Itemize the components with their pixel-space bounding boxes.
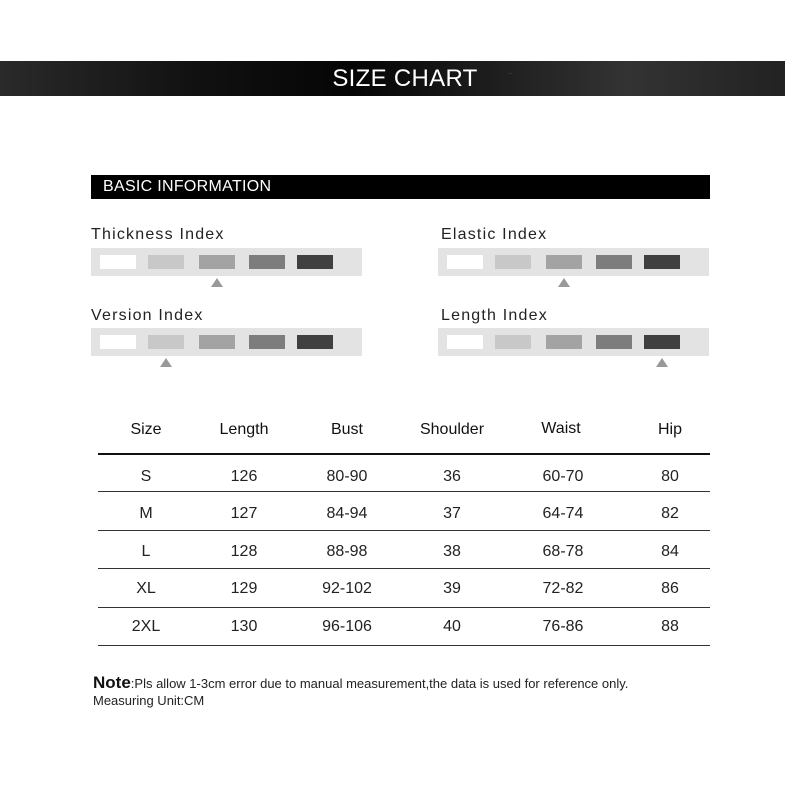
index-swatch-level-3 <box>546 255 582 269</box>
index-swatch-level-5 <box>644 335 680 349</box>
table-cell-hip: 82 <box>661 505 679 522</box>
table-cell-size: 2XL <box>131 618 161 635</box>
index-swatch-level-5 <box>297 255 333 269</box>
table-header-divider <box>98 453 710 455</box>
index-selection-marker <box>558 278 570 287</box>
index-selection-marker <box>211 278 223 287</box>
note <box>93 673 628 693</box>
index-selection-marker <box>656 358 668 367</box>
table-cell-length: 130 <box>230 618 258 635</box>
table-cell-length: 129 <box>230 580 258 597</box>
length-index-scale <box>438 328 709 356</box>
table-cell-shoulder: 40 <box>443 618 461 635</box>
index-swatch-level-3 <box>199 255 235 269</box>
thickness-index-scale <box>91 248 362 276</box>
index-swatch-level-4 <box>596 335 632 349</box>
table-cell-bust: 96-106 <box>322 618 372 635</box>
table-row-divider <box>98 491 710 492</box>
table-row-divider <box>98 645 710 646</box>
table-cell-shoulder: 37 <box>443 505 461 522</box>
index-swatch-level-4 <box>249 255 285 269</box>
header-bust: Bust <box>330 421 363 438</box>
table-cell-size: S <box>140 468 152 485</box>
index-swatch-level-4 <box>596 255 632 269</box>
header-length: Length <box>219 421 269 438</box>
table-cell-waist: 72-82 <box>542 580 584 597</box>
table-cell-hip: 84 <box>661 543 679 560</box>
table-cell-bust: 88-98 <box>326 543 368 560</box>
thickness-index-label: Thickness Index <box>91 226 225 243</box>
size-chart-banner <box>0 61 785 96</box>
basic-information-header <box>91 175 710 199</box>
banner-title: SIZE CHART <box>332 65 478 92</box>
table-cell-length: 128 <box>230 543 258 560</box>
note-text: :Pls allow 1-3cm error due to manual measurement,the data is used for reference only. <box>130 676 629 691</box>
table-row-divider <box>98 607 710 608</box>
table-cell-waist: 64-74 <box>542 505 584 522</box>
table-cell-waist: 76-86 <box>542 618 584 635</box>
note-label: Note <box>93 673 131 692</box>
table-row-divider <box>98 568 710 569</box>
table-cell-shoulder: 36 <box>443 468 461 485</box>
table-row-divider <box>98 530 710 531</box>
table-cell-bust: 80-90 <box>326 468 368 485</box>
index-swatch-level-2 <box>148 255 184 269</box>
index-swatch-level-2 <box>148 335 184 349</box>
header-size: Size <box>130 421 162 438</box>
index-swatch-level-2 <box>495 335 531 349</box>
header-waist: Waist <box>541 420 581 437</box>
table-cell-size: M <box>139 505 153 522</box>
index-swatch-level-5 <box>644 255 680 269</box>
elastic-index-label: Elastic Index <box>441 226 548 243</box>
index-swatch-level-1 <box>447 255 483 269</box>
table-cell-shoulder: 39 <box>443 580 461 597</box>
index-swatch-level-5 <box>297 335 333 349</box>
index-swatch-level-1 <box>447 335 483 349</box>
measuring-unit: Measuring Unit:CM <box>93 693 205 708</box>
version-index-label: Version Index <box>91 307 204 324</box>
length-index-label: Length Index <box>441 307 548 324</box>
index-selection-marker <box>160 358 172 367</box>
table-cell-size: L <box>141 543 151 560</box>
table-cell-waist: 68-78 <box>542 543 584 560</box>
index-swatch-level-3 <box>546 335 582 349</box>
elastic-index-scale <box>438 248 709 276</box>
header-shoulder: Shoulder <box>419 421 485 438</box>
index-swatch-level-2 <box>495 255 531 269</box>
index-swatch-level-3 <box>199 335 235 349</box>
table-cell-hip: 88 <box>661 618 679 635</box>
index-swatch-level-4 <box>249 335 285 349</box>
table-cell-size: XL <box>136 580 156 597</box>
table-cell-shoulder: 38 <box>443 543 461 560</box>
table-cell-hip: 86 <box>661 580 679 597</box>
table-cell-length: 126 <box>230 468 258 485</box>
header-hip: Hip <box>657 421 682 438</box>
version-index-scale <box>91 328 362 356</box>
table-cell-length: 127 <box>230 505 258 522</box>
section-title: BASIC INFORMATION <box>103 178 272 195</box>
index-swatch-level-1 <box>100 255 136 269</box>
table-cell-waist: 60-70 <box>542 468 584 485</box>
table-cell-bust: 84-94 <box>326 505 368 522</box>
table-cell-bust: 92-102 <box>322 580 372 597</box>
table-cell-hip: 80 <box>661 468 679 485</box>
index-swatch-level-1 <box>100 335 136 349</box>
